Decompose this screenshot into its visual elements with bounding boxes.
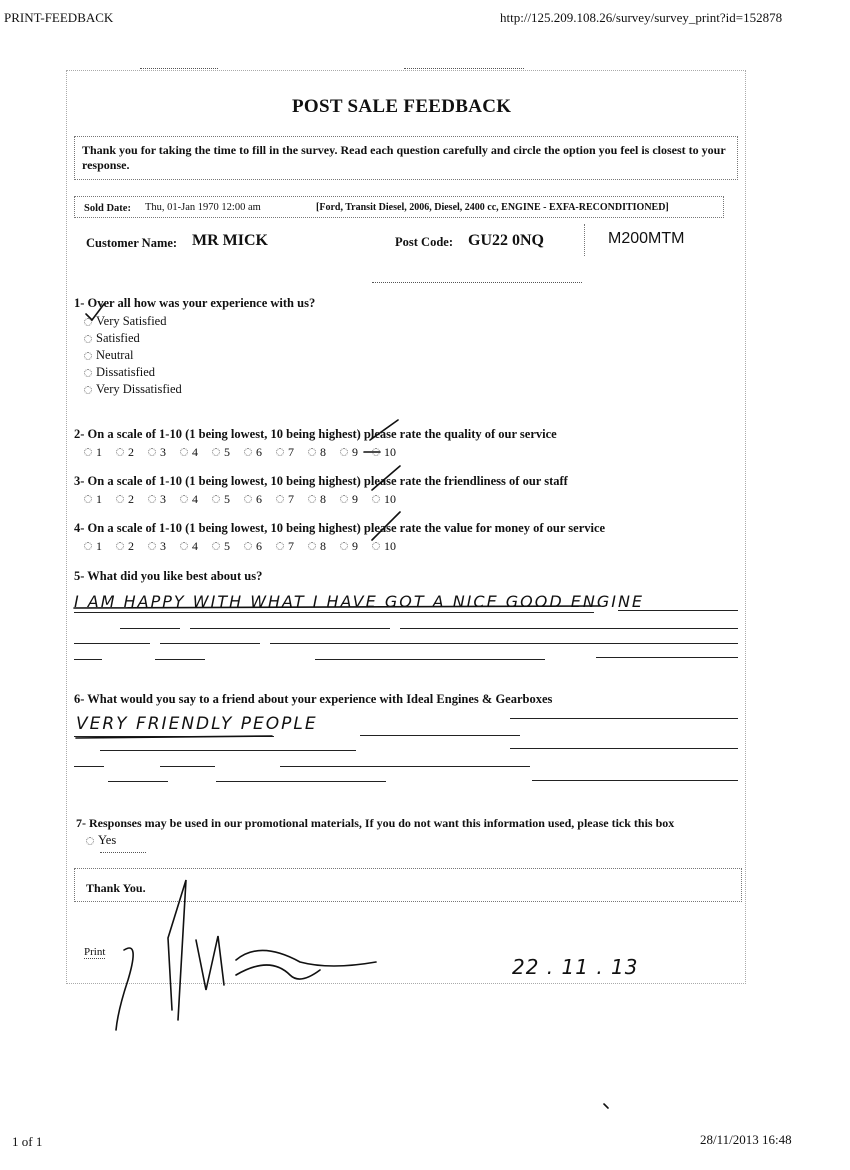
handwritten-date: 22 . 11 . 13 [512,955,639,979]
question-4-scale: 1 2 3 4 5 6 7 8 9 10 [84,537,410,555]
question-3-scale: 1 2 3 4 5 6 7 8 9 10 [84,490,410,508]
answer-line [74,659,102,660]
speck [604,1104,608,1108]
answer-line [270,643,738,644]
scale-radio[interactable] [308,495,316,503]
print-datetime: 28/11/2013 16:48 [700,1132,792,1147]
answer-line [190,628,390,629]
question-1-options [84,313,182,398]
answer-line [618,610,738,611]
scale-radio[interactable] [276,448,284,456]
answer-line [400,628,738,629]
scale-radio[interactable] [308,542,316,550]
reg-divider [584,224,585,256]
answer-line [155,659,205,660]
scale-radio[interactable] [372,542,380,550]
option-dissatisfied[interactable]: Dissatisfied [84,364,182,381]
print-label: Print [84,946,106,958]
scale-radio[interactable] [148,542,156,550]
question-1: 1- Over all how was your experience with us? [74,296,316,310]
option-very-dissatisfied[interactable]: Very Dissatisfied [84,381,182,398]
option-neutral[interactable]: Neutral [84,347,182,364]
thank-you-text: Thank You. [86,881,146,895]
scale-radio[interactable] [180,542,188,550]
question-6-answer[interactable]: VERY FRIENDLY PEOPLE [76,714,318,734]
scale-radio[interactable] [340,448,348,456]
answer-line [596,657,738,658]
sold-date-label: Sold Date: [84,203,131,214]
answer-line [360,735,520,736]
post-code-label: Post Code: [395,235,453,249]
answer-line [100,750,356,751]
scale-radio[interactable] [372,448,380,456]
scale-radio[interactable] [244,542,252,550]
page-count: 1 of 1 [12,1134,43,1149]
thank-you-box [74,868,742,902]
post-code-value: GU22 0NQ [468,232,544,249]
scale-radio[interactable] [212,495,220,503]
decorative-rule [372,282,582,283]
answer-line [532,780,738,781]
scale-radio[interactable] [84,542,92,550]
radio-icon [84,335,92,343]
question-2-scale: 1 2 3 4 5 6 7 8 9 10 [84,443,410,461]
scale-radio[interactable] [308,448,316,456]
answer-line [74,766,104,767]
decorative-rule [404,68,524,69]
scale-radio[interactable] [212,448,220,456]
customer-name-value: MR MICK [192,232,268,249]
radio-icon [84,318,92,326]
scale-radio[interactable] [276,495,284,503]
scale-radio[interactable] [180,448,188,456]
question-7: 7- Responses may be used in our promotional materials, If you do not want this information used, please tick this box [76,816,675,830]
scale-radio[interactable] [244,448,252,456]
answer-line [74,736,274,737]
decorative-rule [100,852,146,853]
answer-line [108,781,168,782]
question-5: 5- What did you like best about us? [74,569,263,583]
scale-radio[interactable] [116,495,124,503]
question-2: 2- On a scale of 1-10 (1 being lowest, 10 being highest) please rate the quality of our service [74,427,557,441]
scale-radio[interactable] [148,448,156,456]
answer-line [510,718,738,719]
intro-text: Thank you for taking the time to fill in the survey. Read each question carefully and circle the option you feel is closest to your response. [82,143,726,172]
product-description: [Ford, Transit Diesel, 2006, Diesel, 2400 cc, ENGINE - EXFA-RECONDITIONED] [316,202,669,213]
scale-radio[interactable] [84,495,92,503]
question-3: 3- On a scale of 1-10 (1 being lowest, 10 being highest) please rate the friendliness of our staff [74,474,568,488]
page-title: POST SALE FEEDBACK [292,96,512,117]
question-5-answer[interactable]: I AM HAPPY WITH WHAT I HAVE GOT A NICE GOOD ENGINE [74,592,645,611]
scale-radio[interactable] [116,542,124,550]
option-very-satisfied[interactable]: Very Satisfied [84,313,182,330]
scale-radio[interactable] [116,448,124,456]
scale-radio[interactable] [276,542,284,550]
scale-radio[interactable] [212,542,220,550]
decorative-rule [140,68,218,69]
question-4: 4- On a scale of 1-10 (1 being lowest, 10 being highest) please rate the value for money of our service [74,521,606,535]
option-satisfied[interactable]: Satisfied [84,330,182,347]
scale-radio[interactable] [180,495,188,503]
scale-radio[interactable] [148,495,156,503]
answer-line [120,628,180,629]
answer-line [216,781,386,782]
option-yes[interactable]: Yes [86,833,116,848]
answer-line [74,643,150,644]
scale-radio[interactable] [340,495,348,503]
answer-line [160,643,260,644]
answer-line [74,612,594,613]
browser-url: http://125.209.108.26/survey/survey_print?id=152878 [500,10,783,25]
radio-icon [84,352,92,360]
checkbox-icon [86,837,94,845]
answer-line [315,659,545,660]
customer-name-label: Customer Name: [86,236,178,250]
scale-radio[interactable] [372,495,380,503]
answer-line [280,766,530,767]
scale-radio[interactable] [340,542,348,550]
radio-icon [84,369,92,377]
browser-print-title: PRINT-FEEDBACK [4,10,114,25]
registration-value: M200MTM [608,230,685,247]
scale-radio[interactable] [84,448,92,456]
question-6: 6- What would you say to a friend about your experience with Ideal Engines & Gearboxes [74,692,553,706]
scale-radio[interactable] [244,495,252,503]
answer-line [160,766,215,767]
sold-date-value: Thu, 01-Jan 1970 12:00 am [145,202,261,213]
radio-icon [84,386,92,394]
answer-line [510,748,738,749]
